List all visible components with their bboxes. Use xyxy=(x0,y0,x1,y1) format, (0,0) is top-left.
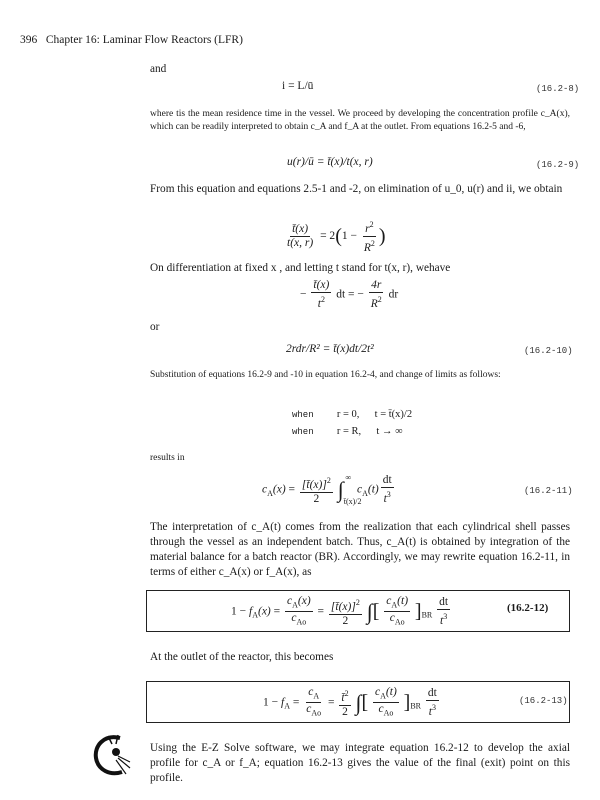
equation-16-2-11: $c_A(x)$ = $\frac{[t̄(x)]^2}{2}$ $\int_{t̄(x)/2}^\infty$ $c_A(t)$ $\frac{dt}{t^3}$ xyxy=(262,472,392,506)
text-results-in: results in xyxy=(150,453,185,463)
text-and: and xyxy=(150,63,167,75)
equation-number-bold: (16.2-12) xyxy=(507,602,549,614)
paragraph-4: Substitution of equations 16.2-9 and -10 in equation 16.2-4, and change of limits as follows: xyxy=(150,370,501,380)
limits-condition: t = t̄(x)/2 xyxy=(374,409,413,420)
equation-16-2-8: i = L/ū xyxy=(282,80,314,92)
page-header xyxy=(20,34,243,46)
chapter-title: Chapter 16: Laminar Flow Reactors (LFR) xyxy=(45,34,243,46)
limits-condition: r = R, xyxy=(336,426,362,437)
text-or: or xyxy=(150,321,160,333)
equation-16-2-9: u(r)/ū = t̄(x)/t(x, r) xyxy=(287,156,373,168)
equation-box-16-2-13 xyxy=(146,681,570,723)
equation-16-2-10: 2rdr/R² = t̄(x)dt/2t² xyxy=(286,343,374,355)
equation-16-2-13: $1 - f_A$ = $\frac{c_A}{c_{Ao}}$ = $\frac{t̄^2}{2}$ ∫[ $\frac{c_A(t)}{c_{Ao}}$ ]$_{BR}$ $\frac{dt}{t^3}$ xyxy=(263,686,437,718)
limits-row-1 xyxy=(292,409,412,420)
equation-number: (16.2-8) xyxy=(536,84,580,94)
paragraph-1: where tis the mean residence time in the vessel. We proceed by developing the concentration profile c_A(x), which can be readily interpreted to obtain c_A and f_A at the outlet. From equations 16.2-5 and -6, xyxy=(150,109,570,132)
equation-velocity-profile: $\frac{t̄(x)}{t(x, r)}$ = 2(1 − $\frac{r^2}{R^2}$ ) xyxy=(287,220,386,254)
paragraph-7: Using the E-Z Solve software, we may integrate equation 16.2-12 to develop the axial profile for c_A or f_A; equation 16.2-13 gives the value of the final (exit) point on this profile. xyxy=(150,742,570,784)
equation-number: (16.2-11) xyxy=(524,486,573,496)
limits-condition: t → ∞ xyxy=(376,426,403,437)
limits-when: when xyxy=(292,427,314,437)
equation-number: (16.2-9) xyxy=(536,160,580,170)
page-number: 396 xyxy=(20,34,38,46)
limits-when: when xyxy=(292,410,314,420)
paragraph-5: The interpretation of c_A(t) comes from the realization that each cylindrical shell passes through the vessel as an independent batch. Thus, c_A(t) is obtained by integration of the material balance for a batch reactor (BR). Accordingly, we may rewrite equation 16.2-11, in terms of either c_A(x) or f_A(x), as xyxy=(150,521,570,578)
paragraph-3: On differentiation at fixed x , and letting t stand for t(x, r), wehave xyxy=(150,262,451,274)
equation-box-16-2-12 xyxy=(146,590,570,632)
equation-number: (16.2-10) xyxy=(524,346,573,356)
limits-row-2 xyxy=(292,426,403,437)
paragraph-6: At the outlet of the reactor, this becomes xyxy=(150,651,334,663)
limits-condition: r = 0, xyxy=(336,409,360,420)
equation-16-2-12: $1 - f_A(x)$ = $\frac{c_A(x)}{c_{Ao}}$ = $\frac{[t̄(x)]^2}{2}$ ∫[ $\frac{c_A(t)}{c_{Ao}}$ ]$_{BR}$ $\frac{dt}{t^3}$ xyxy=(231,595,449,627)
paragraph-2: From this equation and equations 2.5-1 and -2, on elimination of u_0, u(r) and ii, we obtain xyxy=(150,183,563,195)
equation-differential: − $\frac{t̄(x)}{t^2}$ dt = − $\frac{4r}{R^2}$ dr xyxy=(300,279,399,310)
equation-number: (16.2-13) xyxy=(519,696,568,706)
ez-solve-icon xyxy=(90,732,134,780)
